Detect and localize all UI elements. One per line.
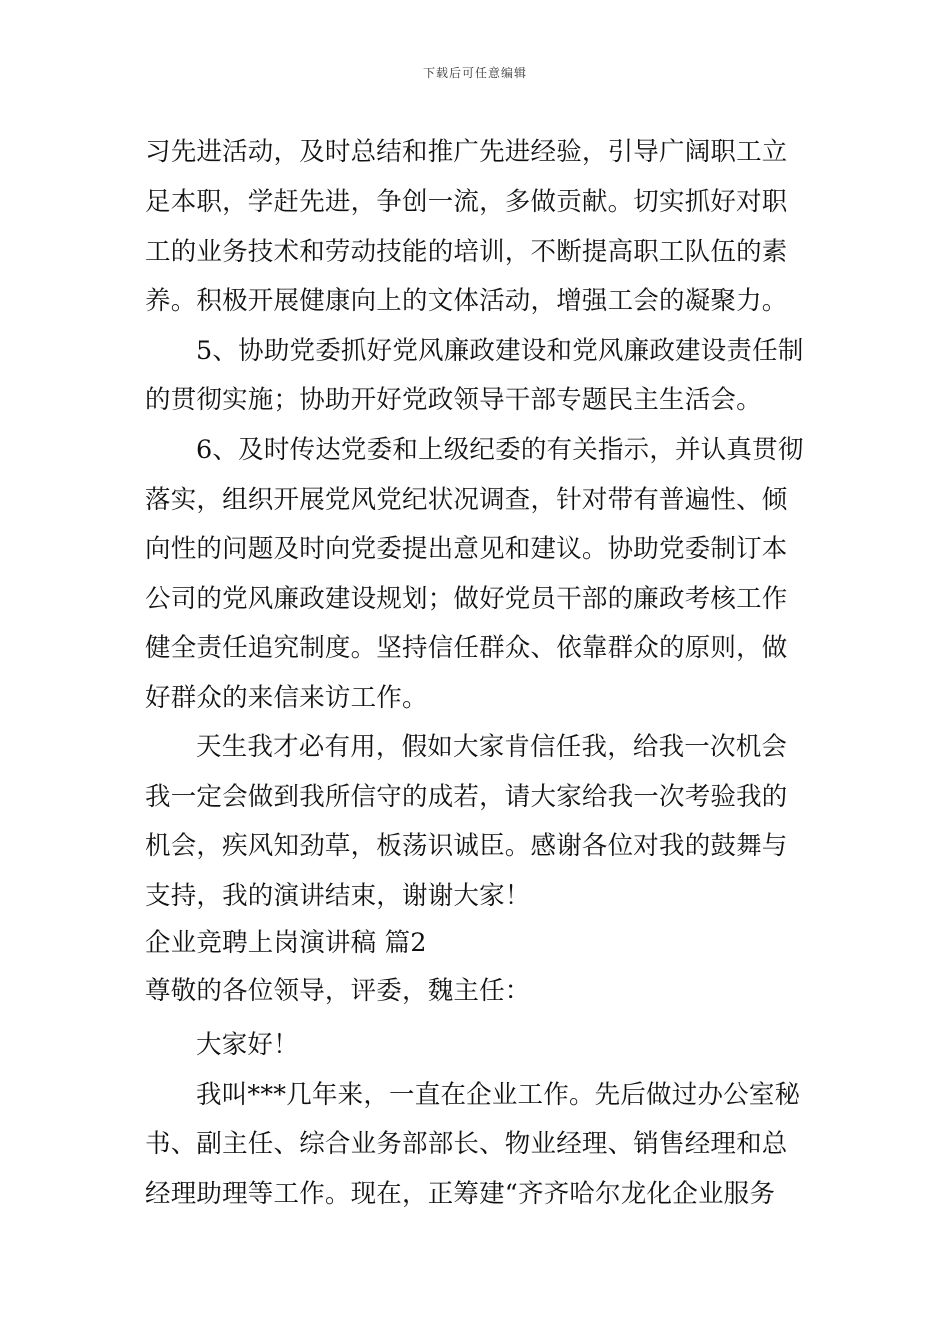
body-line: 足本职，学赶先进，争创一流，多做贡献。切实抓好对职	[145, 187, 788, 217]
body-line: 养。积极开展健康向上的文体活动，增强工会的凝聚力。	[145, 286, 788, 316]
page-header: 下载后可任意编辑	[422, 66, 527, 80]
body-line: 5、协助党委抓好党风廉政建设和党风廉政建设责任制	[196, 336, 804, 366]
body-line: 的贯彻实施；协助开好党政领导干部专题民主生活会。	[145, 385, 762, 415]
section-title: 企业竞聘上岗演讲稿 篇2	[145, 928, 427, 958]
body-line: 习先进活动，及时总结和推广先进经验，引导广阔职工立	[145, 137, 788, 167]
salutation: 尊敬的各位领导，评委，魏主任：	[145, 976, 531, 1006]
body-line: 工的业务技术和劳动技能的培训，不断提高职工队伍的素	[145, 237, 788, 267]
body-line: 公司的党风廉政建设规划；做好党员干部的廉政考核工作	[145, 584, 788, 614]
body-line: 6、及时传达党委和上级纪委的有关指示，并认真贯彻	[196, 435, 804, 465]
body-line: 支持，我的演讲结束，谢谢大家！	[145, 881, 531, 911]
body-line: 我叫***几年来，一直在企业工作。先后做过办公室秘	[196, 1080, 801, 1110]
body-line: 机会，疾风知劲草，板荡识诚臣。感谢各位对我的鼓舞与	[145, 831, 788, 861]
body-line: 好群众的来信来访工作。	[145, 683, 428, 713]
body-line: 经理助理等工作。现在，正筹建“齐齐哈尔龙化企业服务	[145, 1179, 776, 1209]
body-line: 健全责任追究制度。坚持信任群众、依靠群众的原则，做	[145, 633, 788, 663]
body-line: 向性的问题及时向党委提出意见和建议。协助党委制订本	[145, 534, 788, 564]
body-line: 书、副主任、综合业务部部长、物业经理、销售经理和总	[145, 1129, 788, 1159]
body-line: 我一定会做到我所信守的成若，请大家给我一次考验我的	[145, 782, 788, 812]
greeting: 大家好！	[196, 1030, 299, 1060]
body-line: 落实，组织开展党风党纪状况调查，针对带有普遍性、倾	[145, 485, 788, 515]
body-line: 天生我才必有用，假如大家肯信任我，给我一次机会	[196, 732, 788, 762]
